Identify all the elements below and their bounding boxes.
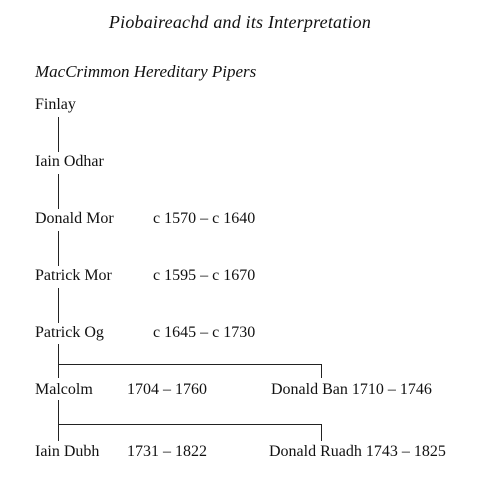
chart-subtitle: MacCrimmon Hereditary Pipers — [35, 62, 257, 81]
person-finlay: Finlay — [35, 96, 76, 113]
person-donald-ruadh: Donald Ruadh 1743 – 1825 — [269, 443, 446, 460]
person-donald-mor: Donald Mor — [35, 210, 114, 227]
person-donald-ban: Donald Ban 1710 – 1746 — [271, 381, 432, 398]
branch-bar-malcolm — [58, 424, 322, 425]
person-patrick-og: Patrick Og — [35, 324, 104, 341]
connector-to-donald-ruadh — [321, 424, 322, 441]
dates-donald-mor: c 1570 – c 1640 — [153, 210, 256, 227]
dates-patrick-mor: c 1595 – c 1670 — [153, 267, 256, 284]
person-iain-odhar: Iain Odhar — [35, 153, 104, 170]
connector-donald-mor-patrick-mor — [58, 231, 59, 266]
connector-finlay-iain-odhar — [58, 117, 59, 152]
connector-patrick-mor-patrick-og — [58, 288, 59, 323]
person-patrick-mor: Patrick Mor — [35, 267, 112, 284]
connector-to-donald-ban — [321, 364, 322, 378]
dates-patrick-og: c 1645 – c 1730 — [153, 324, 256, 341]
connector-iain-odhar-donald-mor — [58, 174, 59, 209]
connector-malcolm-iain-dubh — [58, 400, 59, 441]
branch-bar-patrick-og — [58, 364, 322, 365]
page-title: Piobaireachd and its Interpretation — [108, 12, 372, 32]
person-malcolm: Malcolm — [35, 381, 93, 398]
dates-malcolm: 1704 – 1760 — [127, 381, 207, 398]
person-iain-dubh: Iain Dubh — [35, 443, 100, 460]
connector-patrick-og-malcolm — [58, 344, 59, 378]
dates-iain-dubh: 1731 – 1822 — [127, 443, 207, 460]
